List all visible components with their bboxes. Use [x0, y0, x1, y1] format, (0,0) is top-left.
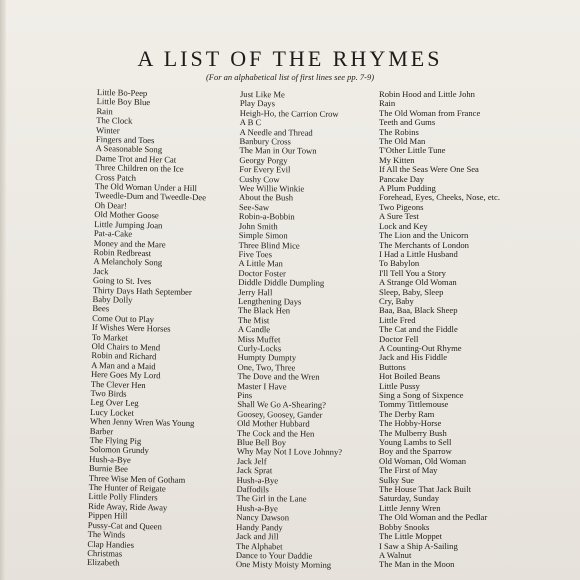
- rhyme-title: Jack and Jill: [236, 531, 279, 542]
- rhyme-title: Shall We Go A-Shearing?: [237, 399, 326, 411]
- rhyme-title: Robin Redbreast: [93, 246, 152, 259]
- rhyme-title: Robin-a-Bobbin: [238, 211, 295, 222]
- rhyme-title: Pat-a-Cake: [93, 228, 133, 239]
- rhyme-title: Pippen Hill: [87, 510, 128, 522]
- rhyme-title: A Needle and Thread: [239, 126, 313, 138]
- rhyme-title: The Alphabet: [235, 540, 283, 551]
- rhyme-title: A Seasonable Song: [95, 143, 163, 155]
- rhyme-title: Daffodils: [236, 484, 269, 495]
- rhyme-title: The House That Jack Built: [379, 484, 471, 495]
- rhyme-title: Old Woman, Old Woman: [379, 455, 467, 466]
- rhyme-title: The Mist: [237, 314, 270, 326]
- rhyme-title: Lengthening Days: [238, 295, 302, 307]
- rhyme-title: Ride Away, Ride Away: [88, 500, 168, 513]
- rhyme-title: Little Bo-Peep: [96, 87, 148, 99]
- rhyme-title: Old Mother Goose: [94, 209, 159, 221]
- rhyme-title: Thirty Days Hath September: [92, 284, 192, 297]
- rhyme-title: Lock and Key: [379, 220, 428, 231]
- rhyme-title: See-Saw: [238, 201, 270, 213]
- rhyme-title: Play Days: [239, 98, 276, 109]
- rhyme-title: Robin Hood and Little John: [379, 89, 475, 99]
- rhyme-title: If All the Seas Were One Sea: [379, 164, 479, 175]
- rhyme-title: For Every Evil: [239, 164, 291, 175]
- rhyme-title: The Little Moppet: [379, 531, 443, 542]
- rhyme-title: Going to St. Ives: [92, 275, 152, 287]
- rhyme-title: Two Pigeons: [379, 201, 424, 212]
- page-subtitle: (For an alphabetical list of first lines see pp. 7-9): [205, 72, 375, 82]
- rhyme-title: Leg Over Leg: [90, 397, 139, 409]
- rhyme-title: Jack Jelf: [236, 455, 267, 467]
- rhyme-title: Just Like Me: [239, 89, 285, 100]
- rhyme-title: Pins: [237, 389, 253, 401]
- rhyme-title: Two Birds: [90, 387, 127, 399]
- rhyme-title: Sulky Sue: [379, 474, 415, 485]
- rhyme-title: A Candle: [237, 324, 271, 335]
- rhyme-title: Master I Have: [237, 380, 287, 392]
- rhyme-title: Rain: [96, 105, 113, 117]
- rhyme-title: The Girl in the Lane: [236, 493, 307, 505]
- rhyme-title: Hot Boiled Beans: [379, 371, 441, 382]
- rhyme-title: Curly-Locks: [237, 342, 282, 354]
- rhyme-title: The Black Hen: [238, 305, 291, 316]
- rhyme-title: Solomon Grundy: [89, 444, 149, 456]
- rhyme-title: When Jenny Wren Was Young: [89, 416, 195, 429]
- rhyme-title: Little Jenny Wren: [379, 502, 441, 513]
- rhyme-title: Lucy Locket: [90, 406, 134, 418]
- rhyme-title: Come Out to Play: [92, 312, 155, 324]
- rhyme-title: I Had a Little Husband: [379, 248, 458, 259]
- rhyme-title: Little Pussy: [379, 380, 420, 391]
- rhyme-title: Young Lambs to Sell: [379, 437, 452, 448]
- rhyme-title: Cry, Baby: [379, 295, 414, 306]
- rhyme-title: A Walnut: [379, 549, 412, 560]
- rhyme-title: Jerry Hall: [238, 286, 273, 297]
- rhyme-title: The Mulberry Bush: [379, 427, 447, 438]
- rhyme-title: The Cat and the Fiddle: [379, 324, 458, 335]
- rhyme-title: Pussy-Cat and Queen: [87, 519, 162, 532]
- rhyme-title: Dance to Your Daddie: [235, 549, 313, 561]
- rhyme-title: Here Goes My Lord: [90, 369, 161, 381]
- rhyme-title: The Hobby-Horse: [379, 418, 442, 429]
- rhyme-title: Fingers and Toes: [95, 134, 155, 146]
- rhyme-title: A Little Man: [238, 258, 283, 269]
- rhyme-title: The Robins: [379, 126, 419, 137]
- rhyme-title: The Dove and the Wren: [237, 371, 320, 382]
- rhyme-title: Buttons: [379, 361, 406, 372]
- rhyme-title: The Old Woman Under a Hill: [94, 181, 198, 194]
- rhyme-title: The Hunter of Reigate: [88, 481, 166, 494]
- rhyme-title: Heigh-Ho, the Carrion Crow: [239, 107, 339, 119]
- rhyme-title: Little Polly Flinders: [88, 491, 158, 503]
- rhyme-title: Teeth and Gums: [379, 117, 436, 128]
- rhyme-title: Georgy Porgy: [239, 154, 288, 166]
- rhyme-title: A Strange Old Woman: [379, 277, 457, 288]
- rhyme-title: One Misty Moisty Morning: [235, 559, 332, 571]
- rhyme-title: Three Blind Mice: [238, 239, 300, 251]
- rhyme-title: The First of May: [379, 465, 438, 476]
- rhyme-title: Hush-a-Bye: [236, 502, 278, 514]
- rhyme-title: Simple Simon: [238, 230, 288, 241]
- rhyme-title: Elizabeth: [86, 557, 120, 568]
- rhyme-title: The Man in Our Town: [239, 145, 317, 157]
- rhyme-title: A B C: [239, 117, 262, 128]
- rhyme-title: The Cock and the Hen: [236, 427, 315, 439]
- rhyme-title: The Merchants of London: [379, 239, 469, 250]
- rhyme-title: Humpty Dumpty: [237, 352, 297, 363]
- rhyme-title: Bobby Snooks: [379, 521, 430, 532]
- rhyme-title: Clap Handies: [87, 538, 135, 550]
- rhyme-title: Saturday, Sunday: [379, 493, 440, 504]
- rhyme-title: Jack: [93, 265, 109, 276]
- rhyme-title: The Clever Hen: [90, 378, 146, 390]
- rhyme-title: Oh Dear!: [94, 199, 127, 211]
- rhyme-title: Cushy Cow: [239, 173, 280, 185]
- rhyme-title: Doctor Foster: [238, 267, 286, 279]
- rhyme-title: Doctor Fell: [379, 333, 419, 344]
- rhyme-title: The Derby Ram: [379, 408, 435, 419]
- rhyme-title: Why May Not I Love Johnny?: [236, 446, 343, 458]
- rhyme-title: Bees: [92, 303, 110, 314]
- rhyme-title: Hush-a-Bye: [236, 474, 279, 486]
- rhyme-title: Dame Trot and Her Cat: [95, 152, 177, 165]
- rhyme-title: The Flying Pig: [89, 434, 142, 447]
- rhyme-title: About the Bush: [239, 192, 294, 203]
- rhyme-title: John Smith: [238, 220, 278, 232]
- rhyme-title: To Babylon: [379, 258, 420, 269]
- rhyme-title: Goosey, Goosey, Gander: [237, 408, 323, 420]
- rhyme-title: Sleep, Baby, Sleep: [379, 286, 444, 297]
- rhyme-title: Cross Patch: [95, 171, 137, 183]
- rhyme-title: Forehead, Eyes, Cheeks, Nose, etc.: [379, 192, 500, 203]
- rhyme-title: Winter: [96, 124, 120, 136]
- rhyme-title: A Man and a Maid: [91, 359, 156, 372]
- rhyme-title: Banbury Cross: [239, 136, 291, 147]
- page-title: A LIST OF THE RHYMES: [137, 46, 443, 71]
- rhyme-title: Five Toes: [238, 248, 273, 260]
- rhyme-title: To Market: [91, 331, 128, 343]
- rhyme-title: The Winds: [87, 528, 126, 540]
- rhyme-title: Christmas: [87, 547, 123, 559]
- rhyme-title: The Clock: [96, 115, 133, 126]
- rhyme-list-column-3: [379, 90, 500, 570]
- rhyme-title: Wee Willie Winkie: [239, 183, 305, 194]
- rhyme-title: Jack Sprat: [236, 465, 273, 476]
- rhyme-title: Tweedle-Dum and Tweedle-Dee: [94, 190, 207, 203]
- rhyme-title: Tommy Tittlemouse: [379, 399, 449, 410]
- rhyme-title: A Counting-Out Rhyme: [379, 342, 462, 353]
- rhyme-title: Rain: [379, 98, 396, 109]
- rhyme-title: Miss Muffet: [237, 333, 281, 344]
- rhyme-title: Baa, Baa, Black Sheep: [379, 305, 458, 316]
- rhyme-title: Sing a Song of Sixpence: [379, 390, 464, 400]
- rhyme-title: Old Chairs to Mend: [91, 340, 161, 353]
- rhyme-title: Handy Pandy: [236, 521, 283, 533]
- rhyme-title: Little Jumping Joan: [94, 218, 163, 231]
- rhyme-title: A Plum Pudding: [379, 183, 436, 194]
- rhyme-title: Boy and the Sparrow: [379, 446, 452, 457]
- rhyme-title: Old Mother Hubbard: [237, 418, 310, 429]
- rhyme-list-column-1: [87, 88, 208, 570]
- rhyme-title: Three Wise Men of Gotham: [88, 472, 186, 485]
- rhyme-title: Little Fred: [379, 314, 416, 325]
- rhyme-title: Hush-a-Bye: [89, 453, 131, 465]
- rhyme-title: Robin and Richard: [91, 350, 157, 362]
- rhyme-title: My Kitten: [379, 154, 415, 165]
- rhyme-title: The Old Woman from France: [379, 107, 481, 118]
- rhyme-title: A Sure Test: [379, 211, 419, 222]
- rhyme-title: The Old Woman and the Pedlar: [379, 512, 488, 523]
- rhyme-title: A Melancholy Song: [93, 256, 163, 268]
- rhyme-title: Jack and His Fiddle: [379, 352, 448, 363]
- rhyme-title: The Old Man: [379, 136, 426, 147]
- rhyme-title: I'll Tell You a Story: [379, 267, 446, 278]
- rhyme-title: The Man in the Moon: [379, 559, 455, 570]
- rhyme-title: Blue Bell Boy: [236, 437, 287, 448]
- rhyme-title: If Wishes Were Horses: [91, 322, 171, 334]
- rhyme-title: T'Other Little Tune: [379, 145, 446, 156]
- rhyme-title: The Lion and the Unicorn: [379, 230, 469, 241]
- rhyme-title: I Saw a Ship A-Sailing: [379, 540, 458, 551]
- rhyme-title: Three Children on the Ice: [95, 162, 184, 175]
- rhyme-title: Little Boy Blue: [96, 96, 151, 108]
- page-binding-edge: [0, 0, 6, 580]
- rhyme-title: Nancy Dawson: [236, 512, 290, 523]
- rhyme-list-column-2: [236, 90, 345, 571]
- rhyme-title: Burnie Bee: [88, 463, 129, 474]
- rhyme-title: Pancake Day: [379, 173, 425, 184]
- rhyme-title: Baby Dolly: [92, 293, 133, 305]
- rhyme-title: Diddle Diddle Dumpling: [238, 277, 325, 288]
- rhyme-title: One, Two, Three: [237, 361, 296, 373]
- rhyme-title: Barber: [89, 425, 114, 437]
- rhyme-title: Money and the Mare: [93, 237, 166, 249]
